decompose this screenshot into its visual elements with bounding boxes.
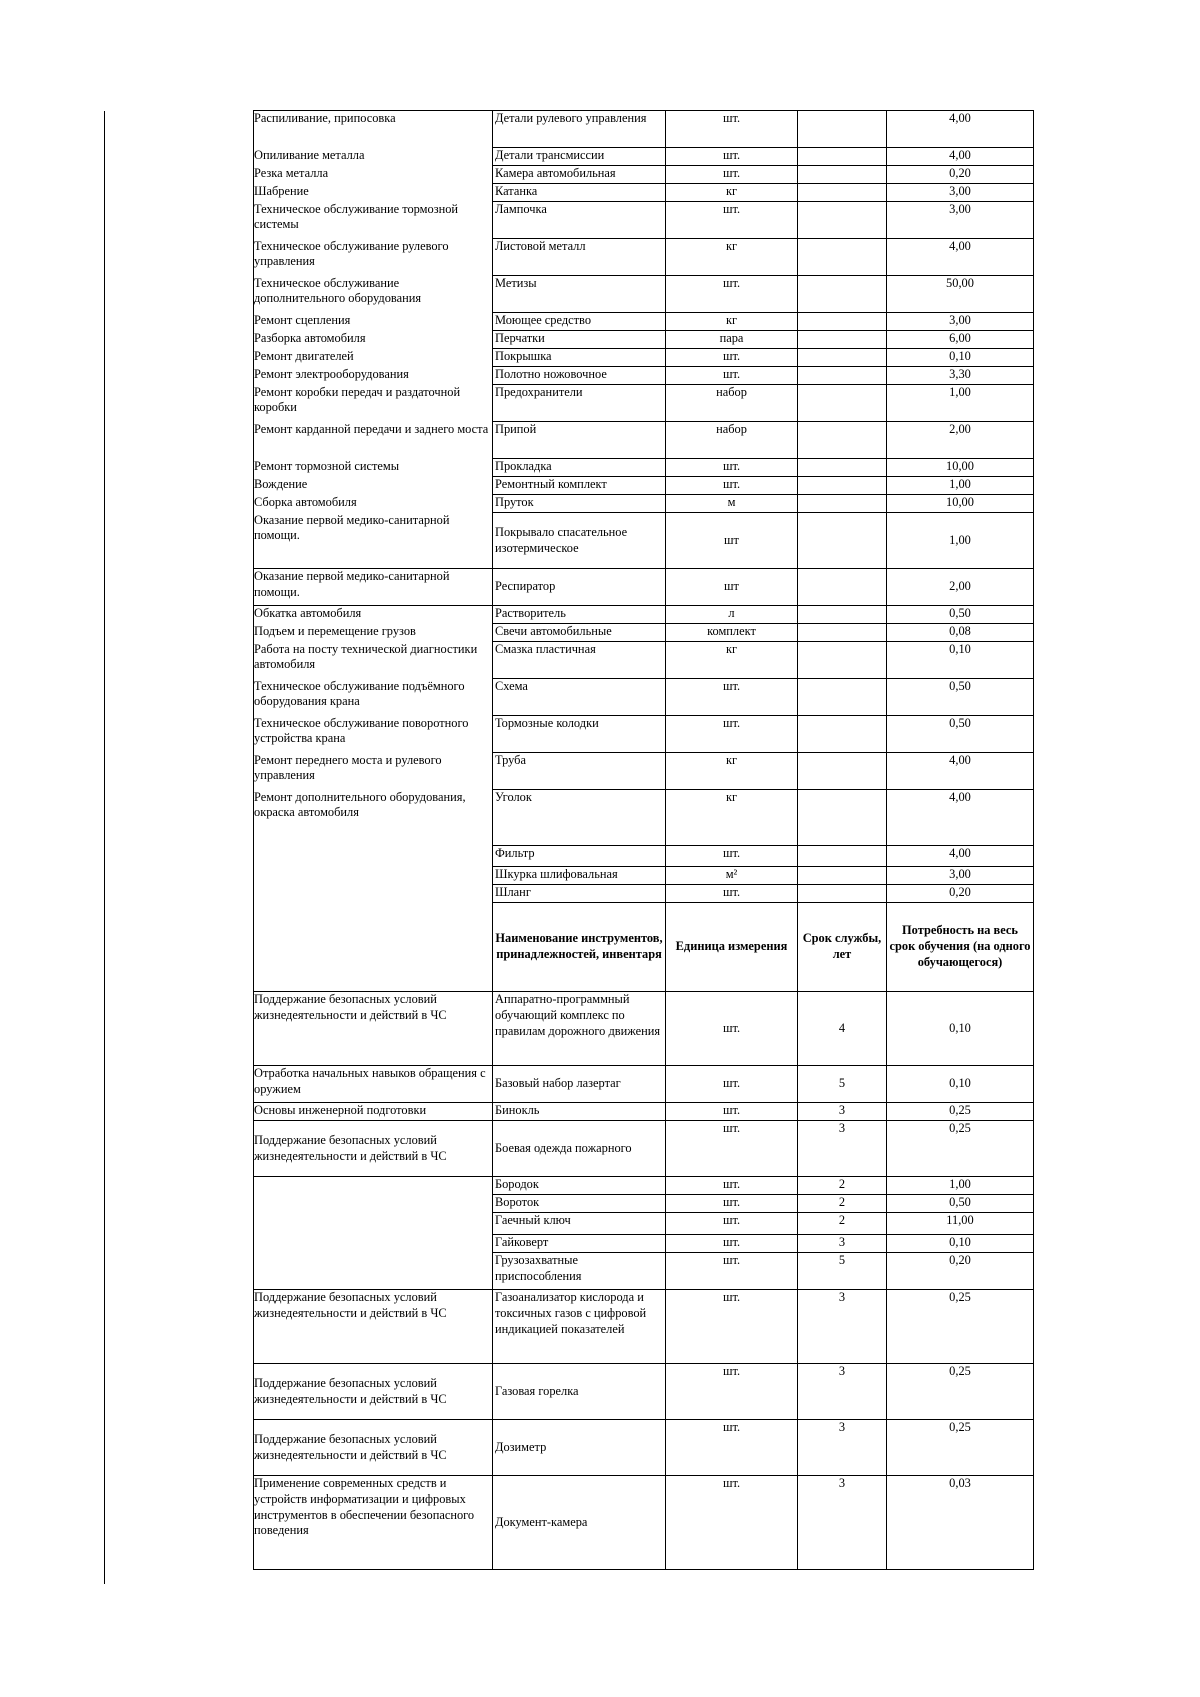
life-cell (798, 642, 887, 679)
unit-cell: комплект (666, 624, 798, 642)
topic-cell: Оказание первой медико-санитарной помощи. (254, 513, 493, 569)
unit-cell: шт. (666, 1177, 798, 1195)
life-cell: 2 (798, 1195, 887, 1213)
need-cell: 11,00 (887, 1213, 1034, 1235)
qty-cell: 3,30 (887, 367, 1034, 385)
need-cell: 0,20 (887, 1253, 1034, 1290)
table-row (254, 385, 1034, 422)
unit-cell: шт. (666, 459, 798, 477)
life-cell (798, 495, 887, 513)
unit-cell: шт. (666, 1103, 798, 1121)
item-name-cell: Детали рулевого управления (493, 111, 666, 148)
item-name-cell: Бородок (493, 1177, 666, 1195)
unit-cell: шт. (666, 166, 798, 184)
life-cell (798, 846, 887, 867)
item-name-cell: Катанка (493, 184, 666, 202)
life-cell (798, 184, 887, 202)
need-cell: 0,25 (887, 1290, 1034, 1364)
need-cell: 0,25 (887, 1103, 1034, 1121)
header-name: Наименование инструментов, принадлежностей, инвентаря (493, 903, 666, 992)
topic-cell: Подъем и перемещение грузов (254, 624, 493, 642)
table-row (254, 239, 1034, 276)
unit-cell: м (666, 495, 798, 513)
item-name-cell: Прокладка (493, 459, 666, 477)
qty-cell: 0,50 (887, 679, 1034, 716)
table-row (254, 111, 1034, 148)
topic-cell: Резка металла (254, 166, 493, 184)
item-name-cell: Шланг (493, 885, 666, 903)
life-cell (798, 148, 887, 166)
need-cell: 0,10 (887, 992, 1034, 1066)
table-row (254, 1177, 1034, 1195)
qty-cell: 4,00 (887, 790, 1034, 846)
need-cell: 0,10 (887, 1066, 1034, 1103)
qty-cell: 3,00 (887, 313, 1034, 331)
item-name-cell: Шкурка шлифовальная (493, 867, 666, 885)
topic-cell (254, 846, 493, 867)
item-name-cell: Схема (493, 679, 666, 716)
qty-cell: 0,08 (887, 624, 1034, 642)
item-name-cell: Лампочка (493, 202, 666, 239)
table-row (254, 422, 1034, 459)
item-name-cell: Ремонтный комплект (493, 477, 666, 495)
item-name-cell: Труба (493, 753, 666, 790)
topic-cell (254, 1253, 493, 1290)
item-name-cell: Газовая горелка (493, 1364, 666, 1420)
item-name-cell: Припой (493, 422, 666, 459)
topic-cell (254, 1195, 493, 1213)
life-cell (798, 885, 887, 903)
table-row (254, 846, 1034, 867)
topic-cell (254, 867, 493, 885)
table-row (254, 495, 1034, 513)
item-name-cell: Детали трансмиссии (493, 148, 666, 166)
unit-cell: шт. (666, 1121, 798, 1177)
life-cell: 3 (798, 1103, 887, 1121)
item-name-cell: Моющее средство (493, 313, 666, 331)
topic-cell: Распиливание, припосовка (254, 111, 493, 148)
topic-cell: Вождение (254, 477, 493, 495)
topic-cell: Работа на посту технической диагностики автомобиля (254, 642, 493, 679)
unit-cell: набор (666, 385, 798, 422)
life-cell (798, 513, 887, 569)
qty-cell: 4,00 (887, 846, 1034, 867)
qty-cell: 4,00 (887, 111, 1034, 148)
unit-cell: шт (666, 569, 798, 606)
qty-cell: 0,50 (887, 606, 1034, 624)
unit-cell: шт. (666, 349, 798, 367)
table-row (254, 1364, 1034, 1420)
topic-cell: Поддержание безопасных условий жизнедеятельности и действий в ЧС (254, 992, 493, 1066)
header-need: Потребность на весь срок обучения (на одного обучающегося) (887, 903, 1034, 992)
topic-cell: Техническое обслуживание поворотного устройства крана (254, 716, 493, 753)
life-cell (798, 624, 887, 642)
table-row (254, 313, 1034, 331)
unit-cell: шт. (666, 1420, 798, 1476)
unit-cell: л (666, 606, 798, 624)
table-row (254, 166, 1034, 184)
unit-cell: шт. (666, 1253, 798, 1290)
life-cell (798, 111, 887, 148)
need-cell: 0,25 (887, 1364, 1034, 1420)
table-row (254, 569, 1034, 606)
topic-cell: Обкатка автомобиля (254, 606, 493, 624)
life-cell (798, 239, 887, 276)
topic-cell: Техническое обслуживание подъёмного оборудования крана (254, 679, 493, 716)
qty-cell: 0,10 (887, 349, 1034, 367)
life-cell (798, 606, 887, 624)
topic-cell (254, 1177, 493, 1195)
item-name-cell: Гайковерт (493, 1235, 666, 1253)
topic-cell: Поддержание безопасных условий жизнедеятельности и действий в ЧС (254, 1121, 493, 1177)
left-margin-line (104, 111, 105, 1584)
unit-cell: шт. (666, 1364, 798, 1420)
life-cell (798, 202, 887, 239)
table-row (254, 276, 1034, 313)
life-cell: 2 (798, 1213, 887, 1235)
table-row (254, 1235, 1034, 1253)
topic-cell: Ремонт двигателей (254, 349, 493, 367)
life-cell (798, 716, 887, 753)
qty-cell: 6,00 (887, 331, 1034, 349)
topic-cell: Применение современных средств и устройств информатизации и цифровых инструментов в обеспечении безопасного поведения (254, 1476, 493, 1570)
topic-cell: Поддержание безопасных условий жизнедеятельности и действий в ЧС (254, 1420, 493, 1476)
qty-cell: 3,00 (887, 202, 1034, 239)
unit-cell: шт. (666, 1290, 798, 1364)
item-name-cell: Фильтр (493, 846, 666, 867)
qty-cell: 0,20 (887, 885, 1034, 903)
life-cell: 3 (798, 1420, 887, 1476)
table-row (254, 753, 1034, 790)
qty-cell: 50,00 (887, 276, 1034, 313)
unit-cell: шт (666, 513, 798, 569)
item-name-cell: Дозиметр (493, 1420, 666, 1476)
life-cell (798, 276, 887, 313)
topic-cell: Техническое обслуживание дополнительного оборудования (254, 276, 493, 313)
unit-cell: кг (666, 642, 798, 679)
item-name-cell: Вороток (493, 1195, 666, 1213)
item-name-cell: Полотно ножовочное (493, 367, 666, 385)
qty-cell: 1,00 (887, 385, 1034, 422)
topic-cell: Техническое обслуживание рулевого управления (254, 239, 493, 276)
life-cell (798, 166, 887, 184)
item-name-cell: Аппаратно-программный обучающий комплекс по правилам дорожного движения (493, 992, 666, 1066)
table-row (254, 679, 1034, 716)
life-cell (798, 477, 887, 495)
item-name-cell: Свечи автомобильные (493, 624, 666, 642)
item-name-cell: Гаечный ключ (493, 1213, 666, 1235)
life-cell (798, 753, 887, 790)
life-cell: 3 (798, 1476, 887, 1570)
unit-cell: шт. (666, 111, 798, 148)
life-cell (798, 867, 887, 885)
unit-cell: шт. (666, 1476, 798, 1570)
qty-cell: 2,00 (887, 422, 1034, 459)
item-name-cell: Покрышка (493, 349, 666, 367)
table-row (254, 606, 1034, 624)
need-cell: 1,00 (887, 1177, 1034, 1195)
table-header-row (254, 903, 1034, 992)
item-name-cell: Смазка пластичная (493, 642, 666, 679)
table-row (254, 148, 1034, 166)
table-row (254, 331, 1034, 349)
table-row (254, 1290, 1034, 1364)
item-name-cell: Бинокль (493, 1103, 666, 1121)
table-row (254, 184, 1034, 202)
unit-cell: шт. (666, 477, 798, 495)
table-row (254, 867, 1034, 885)
header-empty-cell (254, 903, 493, 992)
topic-cell: Ремонт тормозной системы (254, 459, 493, 477)
item-name-cell: Документ-камера (493, 1476, 666, 1570)
table-row (254, 1253, 1034, 1290)
need-cell: 0,03 (887, 1476, 1034, 1570)
life-cell (798, 679, 887, 716)
unit-cell: шт. (666, 202, 798, 239)
table-row (254, 202, 1034, 239)
topic-cell (254, 1213, 493, 1235)
unit-cell: набор (666, 422, 798, 459)
unit-cell: кг (666, 184, 798, 202)
life-cell (798, 331, 887, 349)
unit-cell: шт. (666, 679, 798, 716)
topic-cell: Техническое обслуживание тормозной системы (254, 202, 493, 239)
unit-cell: пара (666, 331, 798, 349)
unit-cell: шт. (666, 992, 798, 1066)
qty-cell: 0,10 (887, 642, 1034, 679)
life-cell: 3 (798, 1235, 887, 1253)
topic-cell: Оказание первой медико-санитарной помощи. (254, 569, 493, 606)
life-cell (798, 422, 887, 459)
topic-cell: Ремонт сцепления (254, 313, 493, 331)
unit-cell: шт. (666, 148, 798, 166)
topic-cell: Отработка начальных навыков обращения с оружием (254, 1066, 493, 1103)
topic-cell: Ремонт электрооборудования (254, 367, 493, 385)
life-cell: 3 (798, 1364, 887, 1420)
topic-cell: Поддержание безопасных условий жизнедеятельности и действий в ЧС (254, 1364, 493, 1420)
unit-cell: шт. (666, 1235, 798, 1253)
unit-cell: шт. (666, 1195, 798, 1213)
unit-cell: шт. (666, 885, 798, 903)
table-row (254, 1195, 1034, 1213)
table-row (254, 885, 1034, 903)
qty-cell: 10,00 (887, 495, 1034, 513)
table-row (254, 1213, 1034, 1235)
qty-cell: 3,00 (887, 184, 1034, 202)
topic-cell: Сборка автомобиля (254, 495, 493, 513)
table-row (254, 624, 1034, 642)
item-name-cell: Предохранители (493, 385, 666, 422)
header-unit: Единица измерения (666, 903, 798, 992)
need-cell: 0,25 (887, 1420, 1034, 1476)
item-name-cell: Метизы (493, 276, 666, 313)
qty-cell: 0,20 (887, 166, 1034, 184)
item-name-cell: Пруток (493, 495, 666, 513)
table-row (254, 642, 1034, 679)
qty-cell: 4,00 (887, 239, 1034, 276)
table-row (254, 716, 1034, 753)
table-row (254, 1103, 1034, 1121)
unit-cell: шт. (666, 846, 798, 867)
item-name-cell: Уголок (493, 790, 666, 846)
life-cell: 5 (798, 1066, 887, 1103)
unit-cell: кг (666, 313, 798, 331)
unit-cell: кг (666, 753, 798, 790)
topic-cell (254, 885, 493, 903)
inventory-table (253, 110, 1034, 1570)
item-name-cell: Респиратор (493, 569, 666, 606)
topic-cell: Ремонт дополнительного оборудования, окраска автомобиля (254, 790, 493, 846)
life-cell: 3 (798, 1290, 887, 1364)
topic-cell: Ремонт коробки передач и раздаточной коробки (254, 385, 493, 422)
table-row (254, 477, 1034, 495)
topic-cell: Опиливание металла (254, 148, 493, 166)
qty-cell: 1,00 (887, 513, 1034, 569)
topic-cell: Основы инженерной подготовки (254, 1103, 493, 1121)
topic-cell: Ремонт переднего моста и рулевого управления (254, 753, 493, 790)
item-name-cell: Перчатки (493, 331, 666, 349)
topic-cell (254, 1235, 493, 1253)
header-life: Срок службы, лет (798, 903, 887, 992)
table-row (254, 1476, 1034, 1570)
qty-cell: 4,00 (887, 148, 1034, 166)
item-name-cell: Базовый набор лазертаг (493, 1066, 666, 1103)
unit-cell: кг (666, 790, 798, 846)
item-name-cell: Камера автомобильная (493, 166, 666, 184)
topic-cell: Шабрение (254, 184, 493, 202)
life-cell: 4 (798, 992, 887, 1066)
qty-cell: 1,00 (887, 477, 1034, 495)
table-row (254, 459, 1034, 477)
item-name-cell: Листовой металл (493, 239, 666, 276)
topic-cell: Ремонт карданной передачи и заднего моста (254, 422, 493, 459)
need-cell: 0,50 (887, 1195, 1034, 1213)
item-name-cell: Растворитель (493, 606, 666, 624)
life-cell (798, 459, 887, 477)
life-cell (798, 569, 887, 606)
need-cell: 0,25 (887, 1121, 1034, 1177)
item-name-cell: Боевая одежда пожарного (493, 1121, 666, 1177)
qty-cell: 3,00 (887, 867, 1034, 885)
life-cell (798, 349, 887, 367)
qty-cell: 10,00 (887, 459, 1034, 477)
life-cell (798, 385, 887, 422)
unit-cell: шт. (666, 1066, 798, 1103)
unit-cell: шт. (666, 1213, 798, 1235)
life-cell: 5 (798, 1253, 887, 1290)
life-cell: 2 (798, 1177, 887, 1195)
topic-cell: Поддержание безопасных условий жизнедеятельности и действий в ЧС (254, 1290, 493, 1364)
need-cell: 0,10 (887, 1235, 1034, 1253)
item-name-cell: Грузозахватные приспособления (493, 1253, 666, 1290)
unit-cell: м² (666, 867, 798, 885)
life-cell (798, 367, 887, 385)
item-name-cell: Покрывало спасательное изотермическое (493, 513, 666, 569)
life-cell (798, 790, 887, 846)
unit-cell: кг (666, 239, 798, 276)
unit-cell: шт. (666, 367, 798, 385)
item-name-cell: Газоанализатор кислорода и токсичных газов с цифровой индикацией показателей (493, 1290, 666, 1364)
table-row (254, 992, 1034, 1066)
topic-cell: Разборка автомобиля (254, 331, 493, 349)
table-row (254, 1420, 1034, 1476)
table-row (254, 1121, 1034, 1177)
table-row (254, 349, 1034, 367)
unit-cell: шт. (666, 716, 798, 753)
table-row (254, 1066, 1034, 1103)
life-cell: 3 (798, 1121, 887, 1177)
item-name-cell: Тормозные колодки (493, 716, 666, 753)
table-row (254, 513, 1034, 569)
qty-cell: 2,00 (887, 569, 1034, 606)
table-row (254, 367, 1034, 385)
table-row (254, 790, 1034, 846)
life-cell (798, 313, 887, 331)
unit-cell: шт. (666, 276, 798, 313)
qty-cell: 0,50 (887, 716, 1034, 753)
qty-cell: 4,00 (887, 753, 1034, 790)
